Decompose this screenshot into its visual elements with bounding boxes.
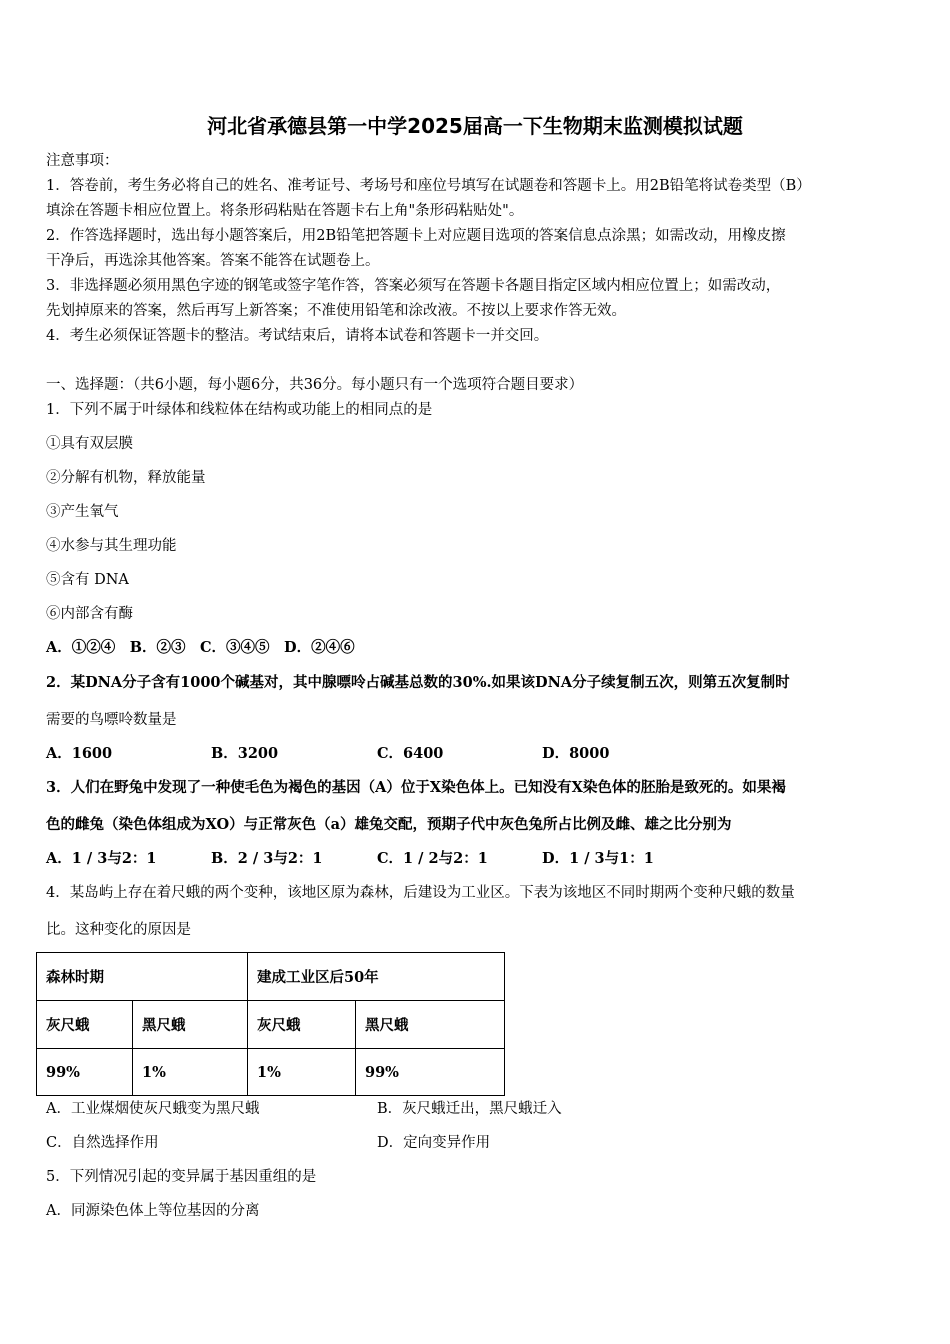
table-cell: 99% [37,1049,133,1096]
q1-item: ⑥内部含有酶 [46,606,133,622]
q1-item: ③产生氧气 [46,504,119,520]
notice-line-7: 4．考生必须保证答题卡的整洁。考试结束后，请将本试卷和答题卡一并交回。 [46,328,549,344]
moth-ratio-table [36,952,505,1096]
q3-option-b: B．2 / 3与2：1 [211,850,323,867]
q2-stem-2: 需要的鸟嘌呤数量是 [46,712,177,728]
q4-option-a: A．工业煤烟使灰尺蛾变为黑尺蛾 [46,1101,260,1117]
table-cell: 灰尺蛾 [248,1001,356,1049]
q2-option-d: D．8000 [542,745,610,762]
table-row [37,953,505,1001]
q2-stem-1: 2．某DNA分子含有1000个碱基对，其中腺嘌呤占碱基总数的30%.如果该DNA分子续复制五次，则第五次复制时 [46,674,790,691]
q5-option-a: A．同源染色体上等位基因的分离 [46,1203,260,1219]
q3-option-c: C．1 / 2与2：1 [377,850,488,867]
q3-option-d: D．1 / 3与1：1 [542,850,654,867]
table-row [37,1001,505,1049]
table-cell: 1% [248,1049,356,1096]
q1-item: ⑤含有 DNA [46,572,129,588]
notice-line-3: 2．作答选择题时，选出每小题答案后，用2B铅笔把答题卡上对应题目选项的答案信息点涂黑；如需改动，用橡皮擦 [46,228,786,244]
q3-stem-2: 色的雌兔（染色体组成为XO）与正常灰色（a）雄兔交配，预期子代中灰色兔所占比例及雌、雄之比分别为 [46,816,732,833]
table-cell: 99% [356,1049,505,1096]
q4-option-c: C．自然选择作用 [46,1135,159,1151]
notice-line-2: 填涂在答题卡相应位置上。将条形码粘贴在答题卡右上角"条形码粘贴处"。 [46,203,524,219]
q5-stem: 5．下列情况引起的变异属于基因重组的是 [46,1169,317,1185]
q3-option-a: A．1 / 3与2：1 [46,850,157,867]
table-header-forest: 森林时期 [37,953,248,1001]
q2-option-c: C．6400 [377,745,444,762]
q1-options: A．①②④ B．②③ C．③④⑤ D．②④⑥ [46,639,355,656]
section-heading: 一、选择题：（共6小题，每小题6分，共36分。每小题只有一个选项符合题目要求） [46,377,584,393]
q1-item: ②分解有机物，释放能量 [46,470,206,486]
notice-line-4: 干净后，再选涂其他答案。答案不能答在试题卷上。 [46,253,380,269]
notice-heading: 注意事项： [46,153,119,169]
table-header-industrial: 建成工业区后50年 [248,953,505,1001]
q1-item: ④水参与其生理功能 [46,538,177,554]
table-cell: 黑尺蛾 [133,1001,248,1049]
table-cell: 1% [133,1049,248,1096]
notice-line-6: 先划掉原来的答案，然后再写上新答案；不准使用铅笔和涂改液。不按以上要求作答无效。 [46,303,626,319]
q1-stem: 1．下列不属于叶绿体和线粒体在结构或功能上的相同点的是 [46,402,433,418]
q2-option-a: A．1600 [46,745,113,762]
q1-item: ①具有双层膜 [46,436,133,452]
q4-option-d: D．定向变异作用 [377,1135,491,1151]
table-cell: 黑尺蛾 [356,1001,505,1049]
q4-stem-1: 4．某岛屿上存在着尺蛾的两个变种，该地区原为森林，后建设为工业区。下表为该地区不同时期两个变种尺蛾的数量 [46,885,795,901]
q2-option-b: B．3200 [211,745,279,762]
q4-option-b: B．灰尺蛾迁出，黑尺蛾迁入 [377,1101,562,1117]
notice-line-5: 3．非选择题必须用黑色字迹的钢笔或签字笔作答，答案必须写在答题卡各题目指定区域内相应位置上；如需改动， [46,278,781,294]
table-cell: 灰尺蛾 [37,1001,133,1049]
page-title: 河北省承德县第一中学2025届高一下生物期末监测模拟试题 [207,114,743,138]
q4-stem-2: 比。这种变化的原因是 [46,922,191,938]
q3-stem-1: 3．人们在野兔中发现了一种使毛色为褐色的基因（A）位于X染色体上。已知没有X染色体的胚胎是致死的。如果褐 [46,779,786,796]
notice-line-1: 1．答卷前，考生务必将自己的姓名、准考证号、考场号和座位号填写在试题卷和答题卡上。用2B铅笔将试卷类型（B） [46,178,811,194]
table-row [37,1049,505,1096]
